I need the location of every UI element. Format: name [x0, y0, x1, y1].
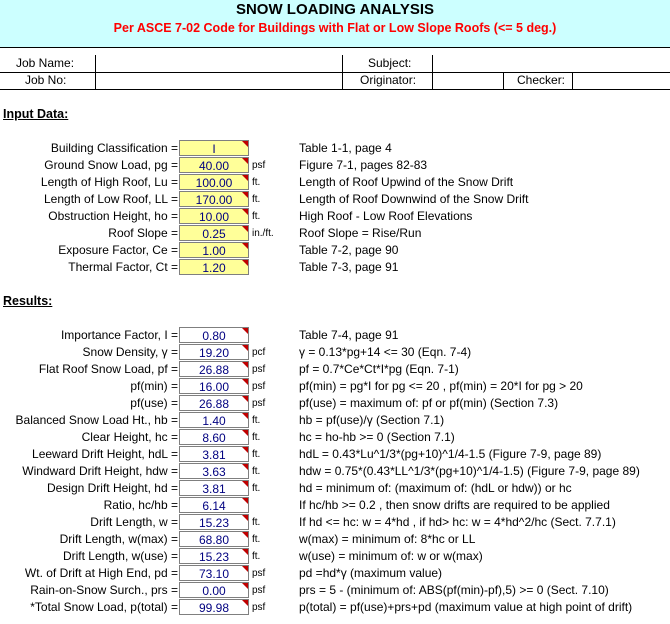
result-row [0, 531, 670, 548]
result-value-cell: 15.23 [179, 514, 249, 530]
result-reference: hdw = 0.75*(0.43*LL^1/3*(pg+10)^1/4-1.5) (Figure 7-9, page 89) [299, 464, 640, 478]
input-value-cell[interactable]: 100.00 [179, 174, 249, 190]
checker-label: Checker: [517, 73, 566, 87]
result-unit: ft. [252, 483, 261, 494]
result-reference: γ = 0.13*pg+14 <= 30 (Eqn. 7-4) [299, 345, 472, 359]
result-unit: pcf [252, 347, 266, 358]
result-reference: hd = minimum of: (maximum of: (hdL or hdw)) or hc [299, 481, 572, 495]
result-unit: psf [252, 398, 266, 409]
result-unit: ft. [252, 415, 261, 426]
result-label: Leeward Drift Height, hdL = [32, 447, 178, 461]
input-value-cell[interactable]: 10.00 [179, 208, 249, 224]
input-reference: Table 1-1, page 4 [299, 141, 392, 155]
result-value-cell: 1.40 [179, 412, 249, 428]
input-unit: ft. [252, 194, 261, 205]
result-label: Drift Length, w(use) = [62, 549, 178, 563]
result-value-cell: 3.81 [179, 480, 249, 496]
result-unit: psf [252, 568, 266, 579]
input-value-cell[interactable]: 1.20 [179, 259, 249, 275]
result-row [0, 378, 670, 395]
result-unit: ft. [252, 534, 261, 545]
result-row [0, 429, 670, 446]
input-label: Ground Snow Load, pg = [44, 158, 178, 172]
input-row [0, 191, 670, 208]
result-unit: psf [252, 364, 266, 375]
result-value-cell: 68.80 [179, 531, 249, 547]
input-row [0, 174, 670, 191]
result-value-cell: 73.10 [179, 565, 249, 581]
input-value-cell[interactable]: I [179, 140, 249, 156]
result-value-cell: 26.88 [179, 361, 249, 377]
result-reference: prs = 5 - (minimum of: ABS(pf(min)-pf),5) >= 0 (Sect. 7.10) [299, 583, 609, 597]
job-row-2 [0, 72, 670, 90]
input-label: Thermal Factor, Ct = [68, 260, 178, 274]
job-name-field[interactable] [96, 55, 342, 72]
input-value-cell[interactable]: 170.00 [179, 191, 249, 207]
result-reference: hc = ho-hb >= 0 (Section 7.1) [299, 430, 455, 444]
result-value-cell: 0.00 [179, 582, 249, 598]
result-label: Windward Drift Height, hdw = [22, 464, 178, 478]
input-label: Length of Low Roof, LL = [44, 192, 178, 206]
result-row [0, 599, 670, 616]
result-label: Drift Length, w(max) = [59, 532, 178, 546]
result-reference: pd =hd*γ (maximum value) [299, 566, 443, 580]
result-label: pf(use) = [130, 396, 178, 410]
result-row [0, 548, 670, 565]
input-row [0, 157, 670, 174]
result-unit: ft. [252, 432, 261, 443]
input-reference: Length of Roof Downwind of the Snow Drift [299, 192, 529, 206]
result-row [0, 327, 670, 344]
result-value-cell: 3.81 [179, 446, 249, 462]
result-label: Wt. of Drift at High End, pd = [24, 566, 178, 580]
result-value-cell: 0.80 [179, 327, 249, 343]
header-banner [0, 0, 670, 48]
result-label: Drift Length, w = [90, 515, 178, 529]
result-row [0, 514, 670, 531]
result-row [0, 412, 670, 429]
result-row [0, 395, 670, 412]
result-label: *Total Snow Load, p(total) = [30, 600, 178, 614]
result-row [0, 480, 670, 497]
divider [342, 72, 343, 89]
input-value-cell[interactable]: 0.25 [179, 225, 249, 241]
result-label: Clear Height, hc = [81, 430, 178, 444]
result-unit: ft. [252, 517, 261, 528]
result-label: Ratio, hc/hb = [103, 498, 178, 512]
result-row [0, 446, 670, 463]
input-reference: Figure 7-1, pages 82-83 [299, 158, 428, 172]
result-label: Design Drift Height, hd = [46, 481, 178, 495]
input-unit: ft. [252, 211, 261, 222]
subject-field[interactable] [433, 55, 670, 72]
input-reference: Table 7-3, page 91 [299, 260, 399, 274]
result-label: Balanced Snow Load Ht., hb = [15, 413, 178, 427]
input-value-cell[interactable]: 1.00 [179, 242, 249, 258]
result-row [0, 361, 670, 378]
job-no-label: Job No: [25, 73, 67, 87]
input-row [0, 225, 670, 242]
input-unit: ft. [252, 177, 261, 188]
input-row [0, 140, 670, 157]
result-value-cell: 19.20 [179, 344, 249, 360]
input-label: Building Classification = [50, 141, 178, 155]
input-unit: psf [252, 160, 266, 171]
result-reference: If hd <= hc: w = 4*hd , if hd> hc: w = 4*hd^2/hc (Sect. 7.7.1) [299, 515, 616, 529]
result-row [0, 463, 670, 480]
result-value-cell: 3.63 [179, 463, 249, 479]
subject-label: Subject: [368, 56, 412, 70]
result-row [0, 344, 670, 361]
result-label: Rain-on-Snow Surch., prs = [30, 583, 178, 597]
result-unit: psf [252, 602, 266, 613]
input-reference: Table 7-2, page 90 [299, 243, 399, 257]
result-reference: w(max) = minimum of: 8*hc or LL [299, 532, 476, 546]
input-value-cell[interactable]: 40.00 [179, 157, 249, 173]
result-label: pf(min) = [130, 379, 178, 393]
page-title: SNOW LOADING ANALYSIS [235, 1, 435, 18]
page-subtitle: Per ASCE 7-02 Code for Buildings with Flat or Low Slope Roofs (<= 5 deg.) [113, 21, 557, 35]
result-reference: If hc/hb >= 0.2 , then snow drifts are required to be applied [299, 498, 610, 512]
input-reference: Roof Slope = Rise/Run [299, 226, 422, 240]
result-unit: psf [252, 585, 266, 596]
result-unit: ft. [252, 551, 261, 562]
result-value-cell: 99.98 [179, 599, 249, 615]
input-row [0, 242, 670, 259]
result-value-cell: 26.88 [179, 395, 249, 411]
results-heading: Results: [3, 294, 53, 308]
result-value-cell: 16.00 [179, 378, 249, 394]
input-label: Obstruction Height, ho = [48, 209, 178, 223]
result-label: Flat Roof Snow Load, pf = [38, 362, 178, 376]
result-reference: hb = pf(use)/γ (Section 7.1) [299, 413, 445, 427]
result-label: Snow Density, γ = [82, 345, 178, 359]
divider [342, 55, 343, 72]
result-value-cell: 6.14 [179, 497, 249, 513]
originator-field[interactable] [433, 72, 503, 89]
result-label: Importance Factor, I = [60, 328, 178, 342]
result-row [0, 497, 670, 514]
input-row [0, 208, 670, 225]
input-row [0, 259, 670, 276]
result-row [0, 582, 670, 599]
result-reference: pf = 0.7*Ce*Ct*I*pg (Eqn. 7-1) [299, 362, 459, 376]
input-label: Length of High Roof, Lu = [40, 175, 178, 189]
input-label: Roof Slope = [108, 226, 178, 240]
divider [503, 72, 504, 89]
result-reference: Table 7-4, page 91 [299, 328, 399, 342]
result-unit: psf [252, 381, 266, 392]
result-value-cell: 15.23 [179, 548, 249, 564]
result-unit: ft. [252, 466, 261, 477]
input-reference: Length of Roof Upwind of the Snow Drift [299, 175, 514, 189]
result-reference: p(total) = pf(use)+prs+pd (maximum value at high point of drift) [299, 600, 633, 614]
result-reference: pf(min) = pg*I for pg <= 20 , pf(min) = 20*I for pg > 20 [299, 379, 583, 393]
result-value-cell: 8.60 [179, 429, 249, 445]
input-data-heading: Input Data: [3, 107, 69, 121]
job-no-field[interactable] [96, 72, 342, 89]
input-unit: in./ft. [252, 228, 274, 239]
result-reference: hdL = 0.43*Lu^1/3*(pg+10)^1/4-1.5 (Figure 7-9, page 89) [299, 447, 602, 461]
originator-label: Originator: [360, 73, 417, 87]
result-unit: ft. [252, 449, 261, 460]
result-reference: w(use) = minimum of: w or w(max) [299, 549, 483, 563]
result-row [0, 565, 670, 582]
checker-field[interactable] [573, 72, 670, 89]
input-label: Exposure Factor, Ce = [58, 243, 178, 257]
input-reference: High Roof - Low Roof Elevations [299, 209, 473, 223]
job-row-1 [0, 55, 670, 73]
result-reference: pf(use) = maximum of: pf or pf(min) (Section 7.3) [299, 396, 559, 410]
job-name-label: Job Name: [16, 56, 75, 70]
